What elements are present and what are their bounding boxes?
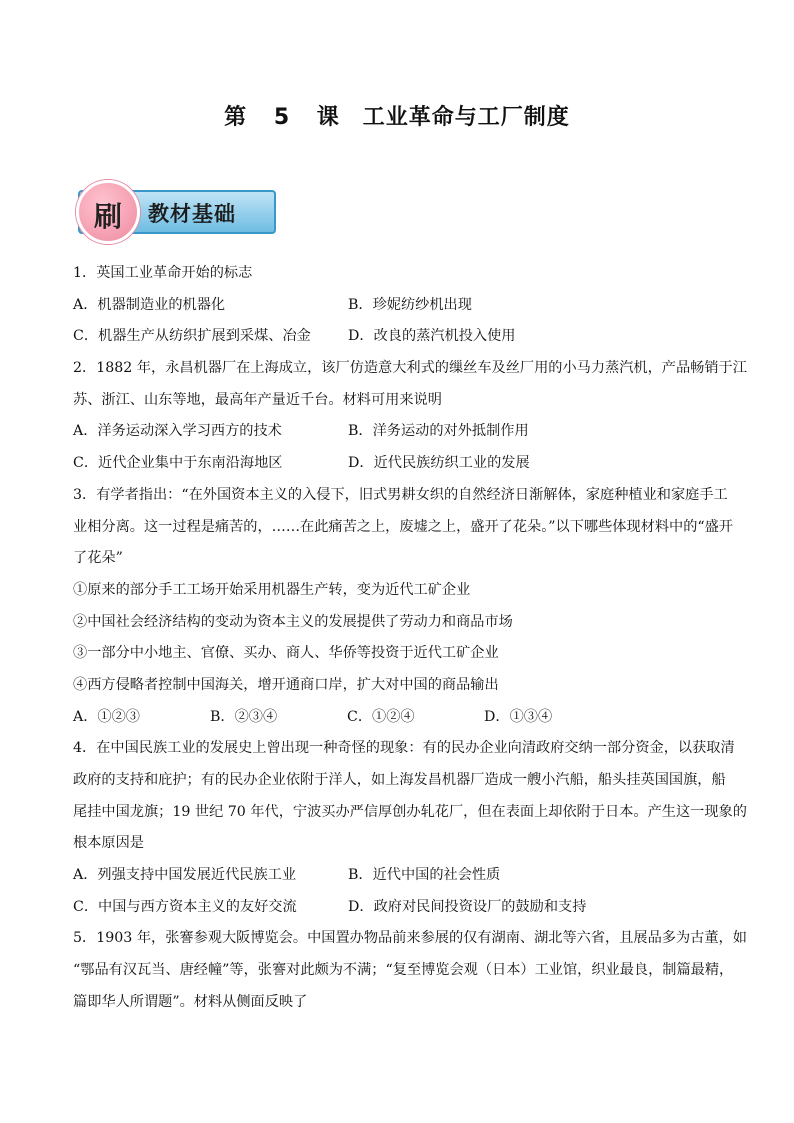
question-3-item-4: ④西方侵略者控制中国海关，增开通商口岸，扩大对中国的商品输出	[73, 676, 499, 693]
question-3-item-1: ①原来的部分手工工场开始采用机器生产转，变为近代工矿企业	[73, 581, 471, 598]
page-title: 第 5 课 工业革命与工厂制度	[224, 105, 570, 130]
question-1-option-d[interactable]: D．改良的蒸汽机投入使用	[348, 328, 516, 345]
question-3-item-3: ③一部分中小地主、官僚、买办、商人、华侨等投资于近代工矿企业	[73, 645, 499, 662]
question-2-options-row-2	[73, 448, 723, 480]
question-4-option-d[interactable]: D．政府对民间投资设厂的鼓励和支持	[348, 898, 587, 915]
question-4-options-row-2	[73, 892, 723, 924]
question-2-option-b[interactable]: B．洋务运动的对外抵制作用	[348, 423, 529, 440]
question-1-options-row-1	[73, 290, 723, 322]
banner-char: 刷	[93, 200, 122, 233]
question-1-option-b[interactable]: B．珍妮纺纱机出现	[348, 296, 472, 313]
question-2-options-row-1	[73, 416, 723, 448]
question-4-option-b[interactable]: B．近代中国的社会性质	[348, 867, 501, 884]
question-3-option-d[interactable]: D．①③④	[484, 708, 553, 725]
question-1-stem: 1．英国工业革命开始的标志	[73, 265, 253, 281]
question-3-stem-line-2: 业相分离。这一过程是痛苦的，……在此痛苦之上，废墟之上，盛开了花朵。”以下哪些体现材料中的“盛开	[73, 518, 734, 535]
question-1-option-a[interactable]: A．机器制造业的机器化	[73, 296, 226, 313]
question-3-stem-line-1: 3．有学者指出：“在外国资本主义的入侵下，旧式男耕女织的自然经济日渐解体，家庭种植业和家庭手工	[73, 486, 728, 503]
question-2-option-a[interactable]: A．洋务运动深入学习西方的技术	[73, 423, 282, 440]
question-3-option-b[interactable]: B．②③④	[210, 708, 278, 725]
question-4-stem-line-1: 4．在中国民族工业的发展史上曾出现一种奇怪的现象：有的民办企业向清政府交纳一部分资金，以获取清	[73, 740, 735, 757]
banner-label: 教材基础	[148, 202, 236, 226]
question-4-stem-line-3: 尾挂中国龙旗；19 世纪 70 年代，宁波买办严信厚创办轧花厂，但在表面上却依附于日本。产生这一现象的	[73, 803, 747, 820]
banner-circle-badge	[76, 180, 140, 244]
question-4-option-c[interactable]: C．中国与西方资本主义的友好交流	[73, 898, 297, 915]
question-3-option-a[interactable]: A．①②③	[73, 708, 140, 725]
question-3-option-c[interactable]: C．①②④	[347, 708, 415, 725]
question-2-option-d[interactable]: D．近代民族纺织工业的发展	[348, 455, 530, 472]
question-1-option-c[interactable]: C．机器生产从纺织扩展到采煤、冶金	[73, 328, 311, 345]
question-3-options-row	[73, 702, 723, 734]
question-3-stem-line-3: 了花朵”	[73, 550, 123, 567]
question-1-options-row-2	[73, 321, 723, 353]
question-4-options-row-1	[73, 860, 723, 892]
question-5-stem-line-3: 篇即华人所谓题”。材料从侧面反映了	[73, 993, 308, 1010]
question-5-stem-line-2: “鄂品有汉瓦当、唐经幢”等，张謇对此颇为不满；“复至博览会观（日本）工业馆，织业最良，制篇最精，	[73, 962, 734, 979]
question-2-stem-line-1: 2．1882 年，永昌机器厂在上海成立，该厂仿造意大利式的缫丝车及丝厂用的小马力蒸汽机，产品畅销于江	[73, 360, 747, 377]
question-2-stem-line-2: 苏、浙江、山东等地，最高年产量近千台。材料可用来说明	[73, 391, 442, 408]
question-list	[73, 258, 747, 1019]
question-2-option-c[interactable]: C．近代企业集中于东南沿海地区	[73, 455, 283, 472]
question-3-item-2: ②中国社会经济结构的变动为资本主义的发展提供了劳动力和商品市场	[73, 613, 513, 630]
question-4-option-a[interactable]: A．列强支持中国发展近代民族工业	[73, 867, 297, 884]
question-4-stem-line-2: 政府的支持和庇护；有的民办企业依附于洋人，如上海发昌机器厂造成一艘小汽船，船头挂英国国旗，船	[73, 772, 726, 788]
question-5-stem-line-1: 5．1903 年，张謇参观大阪博览会。中国置办物品前来参展的仅有湖南、湖北等六省，且展品多为古董，如	[73, 930, 747, 947]
question-4-stem-line-4: 根本原因是	[73, 835, 144, 852]
section-banner	[72, 184, 278, 240]
